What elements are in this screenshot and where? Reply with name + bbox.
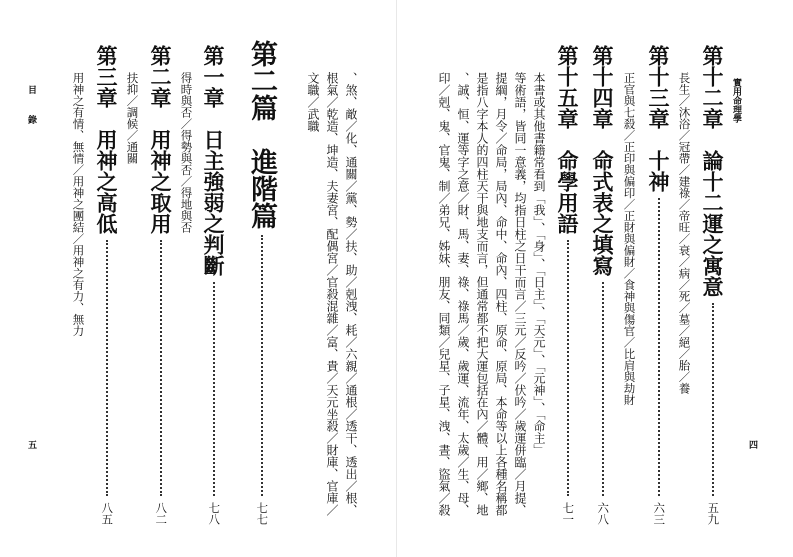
leader-dots	[712, 303, 714, 496]
body-line: 印／剋、鬼、官鬼、制／弟兄、姊妹、朋友、同類／兒星、子星、洩、晝、盜氣／殺	[437, 72, 451, 516]
page-ref: 六八	[596, 502, 611, 525]
toc-entry-ch15-title[interactable]: 第十五章 命學用語 七一	[555, 45, 580, 525]
page-ref: 七七	[255, 502, 270, 525]
toc-entry-ch1-title[interactable]: 第一章 日主強弱之判斷 七八	[201, 45, 226, 525]
page-ref: 七八	[207, 502, 222, 525]
section-label: 目	[26, 85, 36, 94]
section-label: 錄	[26, 115, 36, 124]
toc-entry-ch14-title[interactable]: 第十四章 命式表之填寫 六八	[590, 45, 615, 525]
leader-dots	[602, 282, 604, 496]
body-line: 、煞、敵／化、通關／黨、勢／扶、助／剋洩、耗／六親／通根／透干、透出／根、	[344, 72, 358, 516]
page-ref: 八二	[154, 502, 169, 525]
toc-entry-ch3-subtitle: 用神之有情、無情／用神之團結／用神之有力、無力	[71, 72, 86, 337]
leader-dots	[213, 282, 215, 496]
toc-entry-ch13-subtitle: 正官與七殺／正印與偏印／正財與偏財／食神與傷官／比肩與劫財	[622, 72, 637, 406]
toc-entry-ch1-subtitle: 得時與否／得勢與否／得地與否	[179, 72, 194, 233]
leader-dots	[160, 240, 162, 496]
page-number: 四	[747, 440, 757, 449]
leader-dots	[567, 240, 569, 496]
running-header	[731, 78, 740, 123]
body-line: 本書或其他書籍常看到「我」、「身」、「日主」、「天元」、「元神」、「命主」	[532, 72, 546, 456]
leader-dots	[658, 198, 660, 496]
page-fold	[396, 0, 397, 557]
page-ref: 六三	[652, 502, 667, 525]
page-number: 五	[26, 440, 36, 449]
body-line: 是指八字本人的四柱天干與地支而言，但通常都不把大運包括在內／體、用／鄉、地	[475, 72, 489, 516]
toc-entry-ch13-title[interactable]: 第十三章 十神 六三	[646, 45, 671, 525]
right-page	[397, 0, 793, 557]
toc-entry-ch12-subtitle: 長生／沐浴／冠帶／建祿／帝旺／衰／病／死／墓／絕／胎／養	[677, 72, 692, 394]
page-ref: 五九	[706, 502, 721, 525]
body-line: 等術語，皆同一意義，均指日柱之日干而言／三元／反吟／伏吟／歲運併臨／月提、	[513, 72, 527, 516]
left-page	[0, 0, 396, 557]
leader-dots	[106, 240, 108, 496]
page-ref: 八五	[100, 502, 115, 525]
toc-entry-ch2-title[interactable]: 第二章 用神之取用 八二	[148, 45, 173, 525]
toc-entry-ch2-subtitle: 扶抑／調候／通關	[125, 72, 140, 164]
body-line: 文職／武職	[306, 72, 320, 132]
body-line: 、誠、恒、運等字之意／財、馬、妻、祿、祿馬／歲、歲運、流年、太歲／生、母、	[456, 72, 470, 516]
part-heading[interactable]: 第二篇 進階篇 七七	[246, 40, 277, 525]
toc-entry-ch12-title[interactable]: 第十二章 論十二運之寓意 五九	[700, 45, 725, 525]
page-ref: 七一	[561, 502, 576, 525]
leader-dots	[261, 235, 263, 496]
running-header-text: 實用命理學	[731, 78, 741, 123]
body-line: 根氣／乾造、坤造、夫妻宮、配偶宮／官殺混雜／富、貴／天元坐殺／財庫、官庫／	[325, 72, 339, 516]
body-line: 提綱，月令／命局，局內、命中、命內、四柱、原命、原局、本命等以上各種名稱都	[494, 72, 508, 516]
toc-entry-ch3-title[interactable]: 第三章 用神之高低 八五	[94, 45, 119, 525]
